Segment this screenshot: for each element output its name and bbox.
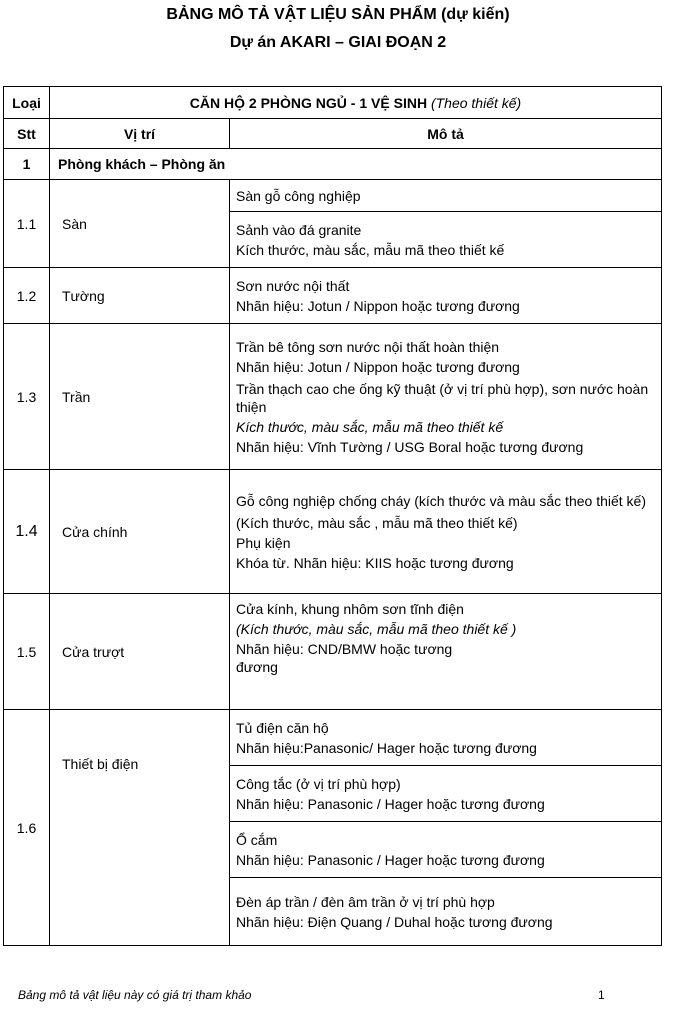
type-label: Loại [4,87,50,119]
table-row [4,324,662,470]
description-cell [230,180,662,212]
description-line: Tủ điện căn hộ [236,719,329,736]
description-line: Nhãn hiệu: Panasonic / Hager hoặc tương đương [236,851,545,868]
row-location: Cửa trượt [50,594,230,710]
row-location: Sàn [50,180,230,268]
row-location: Cửa chính [50,470,230,594]
description-line: Công tắc (ở vị trí phù hợp) [236,775,401,792]
row-stt: 1.5 [4,594,50,710]
type-row [4,87,662,119]
description-line: Phụ kiện [236,534,291,551]
type-note: (Theo thiết kế) [430,94,522,111]
description-line: Sơn nước nội thất [236,277,350,294]
row-stt: 1.2 [4,268,50,324]
page-number: 1 [598,988,605,1002]
description-line: Nhãn hiệu: CND/BMW hoặc tương đương [236,641,453,675]
document-subtitle: Dự án AKARI – GIAI ĐOẠN 2 [229,34,447,51]
section-stt: 1 [4,149,50,180]
table-row [4,268,662,324]
description-line: Nhãn hiệu: Panasonic / Hager hoặc tương đương [236,795,545,812]
description-line: Ổ cắm [236,831,278,848]
description-cell [230,594,662,710]
description-line: Nhãn hiệu: Vĩnh Tường / USG Boral hoặc tương đương [236,438,584,455]
document-title: BẢNG MÔ TẢ VẬT LIỆU SẢN PHẨM (dự kiến) [166,6,510,23]
description-line: Nhãn hiệu:Panasonic/ Hager hoặc tương đương [236,739,537,756]
type-value: CĂN HỘ 2 PHÒNG NGỦ - 1 VỆ SINH [189,94,428,111]
description-cell [230,212,662,268]
description-line: Sàn gỗ công nghiệp [236,187,361,204]
description-line: Nhãn hiệu: Jotun / Nippon hoặc tương đương [236,297,520,314]
description-cell [230,710,662,766]
description-cell [230,878,662,946]
section-label: Phòng khách – Phòng ăn [50,149,662,180]
description-cell [230,268,662,324]
row-stt: 1.1 [4,180,50,268]
col-description-header: Mô tả [230,119,662,149]
type-value-cell [50,87,662,119]
description-line: Trần thạch cao che ống kỹ thuật (ở vị trí phù hợp), sơn nước hoàn thiện [236,380,649,415]
description-line: Cửa kính, khung nhôm sơn tĩnh điện [236,601,464,617]
table-row [4,470,662,594]
description-cell [230,324,662,470]
row-stt: 1.6 [4,710,50,946]
description-line: Sảnh vào đá granite [236,221,362,238]
description-line: Khóa từ. Nhãn hiệu: KIIS hoặc tương đương [236,554,514,571]
description-line: Gỗ công nghiệp chống cháy (kích thước và màu sắc theo thiết kế) [236,492,646,509]
row-location: Trần [50,324,230,470]
footer-note: Bảng mô tả vật liệu này có giá trị tham khảo [18,988,252,1002]
header-row [4,119,662,149]
table-row [4,180,662,212]
description-line: Kích thước, màu sắc, mẫu mã theo thiết kế [236,418,504,435]
material-spec-table [3,86,662,946]
row-stt: 1.4 [4,470,50,594]
description-line: Nhãn hiệu: Điện Quang / Duhal hoặc tương đương [236,913,553,930]
col-location-header: Vị trí [50,119,230,149]
description-line: Nhãn hiệu: Jotun / Nippon hoặc tương đương [236,358,520,375]
description-line: (Kích thước, màu sắc, mẫu mã theo thiết kế ) [236,621,517,637]
row-location: Thiết bị điện [50,710,230,946]
description-line: Đèn áp trần / đèn âm trần ở vị trí phù hợp [236,893,495,910]
description-cell [230,822,662,878]
description-line: (Kích thước, màu sắc , mẫu mã theo thiết kế) [236,514,518,531]
description-line: Kích thước, màu sắc, mẫu mã theo thiết kế [236,241,505,258]
description-cell [230,766,662,822]
section-row [4,149,662,180]
row-location: Tường [50,268,230,324]
col-stt-header: Stt [4,119,50,149]
table-row [4,710,662,766]
table-row [4,594,662,710]
row-stt: 1.3 [4,324,50,470]
description-line: Trần bê tông sơn nước nội thất hoàn thiện [236,338,500,355]
description-cell [230,470,662,594]
